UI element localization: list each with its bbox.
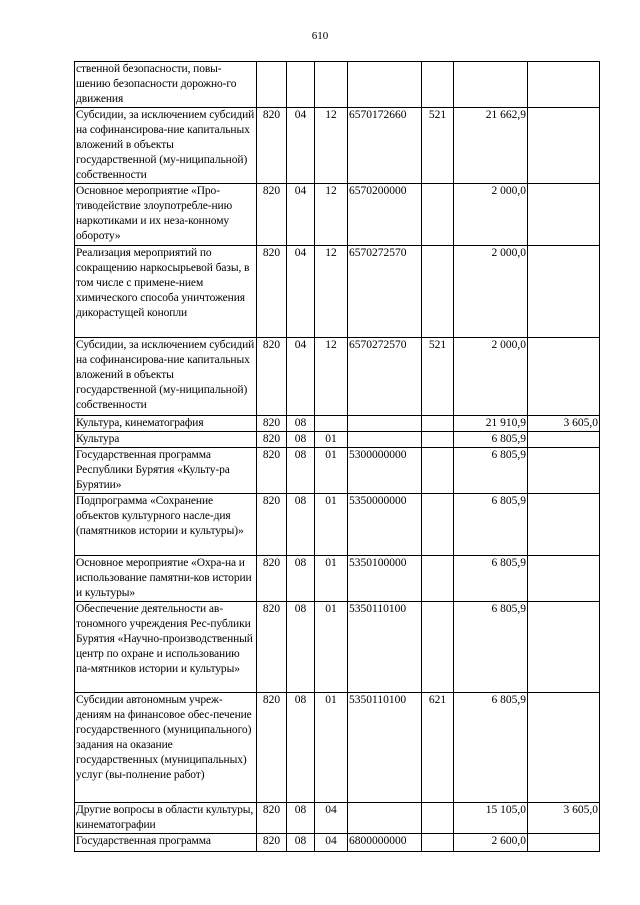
cell-target-article: 5350110100	[348, 602, 422, 693]
cell-expense-type	[422, 556, 454, 602]
table-row	[75, 338, 600, 416]
cell-subsection-code: 01	[315, 494, 348, 556]
cell-item-name: Субсидии, за исключением субсидий на софинансирова-ние капитальных вложений в объекты государственной (му-ниципальной) собственности	[75, 338, 257, 416]
cell-section-code: 08	[287, 416, 315, 432]
cell-amount-federal	[528, 184, 600, 246]
cell-section-code: 04	[287, 108, 315, 184]
cell-target-article: 5350110100	[348, 693, 422, 803]
cell-amount-federal	[528, 432, 600, 448]
cell-expense-type	[422, 416, 454, 432]
cell-grbs-code: 820	[257, 338, 287, 416]
budget-table	[74, 61, 600, 852]
cell-section-code: 08	[287, 803, 315, 834]
cell-amount	[454, 62, 528, 108]
cell-subsection-code: 01	[315, 432, 348, 448]
cell-amount-federal	[528, 494, 600, 556]
cell-amount: 21 910,9	[454, 416, 528, 432]
table-row	[75, 246, 600, 338]
cell-target-article	[348, 416, 422, 432]
table-row	[75, 416, 600, 432]
cell-amount: 6 805,9	[454, 494, 528, 556]
cell-item-name: Основное мероприятие «Про-тиводействие злоупотребле-нию наркотиками и их неза-конному обороту»	[75, 184, 257, 246]
cell-amount-federal: 3 605,0	[528, 803, 600, 834]
cell-target-article: 6570200000	[348, 184, 422, 246]
cell-target-article: 6570172660	[348, 108, 422, 184]
cell-expense-type	[422, 803, 454, 834]
cell-item-name: Подпрограмма «Сохранение объектов культурного насле-дия (памятников истории и культуры)»	[75, 494, 257, 556]
cell-amount-federal	[528, 448, 600, 494]
cell-amount-federal	[528, 338, 600, 416]
cell-grbs-code: 820	[257, 108, 287, 184]
cell-subsection-code: 12	[315, 108, 348, 184]
cell-expense-type	[422, 246, 454, 338]
cell-amount: 2 000,0	[454, 184, 528, 246]
cell-amount: 6 805,9	[454, 432, 528, 448]
cell-amount-federal: 3 605,0	[528, 416, 600, 432]
table-row	[75, 602, 600, 693]
cell-amount: 15 105,0	[454, 803, 528, 834]
cell-subsection-code: 12	[315, 338, 348, 416]
cell-amount-federal	[528, 246, 600, 338]
cell-subsection-code: 04	[315, 803, 348, 834]
cell-section-code	[287, 62, 315, 108]
cell-amount: 6 805,9	[454, 602, 528, 693]
cell-item-name: Обеспечение деятельности ав-тономного учреждения Рес-публики Бурятия «Научно-производственный центр по охране и использованию па-мятников истории и культуры»	[75, 602, 257, 693]
cell-section-code: 08	[287, 693, 315, 803]
cell-target-article: 5350100000	[348, 556, 422, 602]
cell-expense-type: 621	[422, 693, 454, 803]
table-row	[75, 834, 600, 852]
cell-item-name: Реализация мероприятий по сокращению наркосырьевой базы, в том числе с примене-нием химического способа уничтожения дикорастущей конопли	[75, 246, 257, 338]
cell-amount-federal	[528, 108, 600, 184]
cell-section-code: 08	[287, 432, 315, 448]
cell-item-name: ственной безопасности, повы-шению безопасности дорожно-го движения	[75, 62, 257, 108]
cell-target-article: 5300000000	[348, 448, 422, 494]
cell-subsection-code	[315, 416, 348, 432]
cell-grbs-code: 820	[257, 803, 287, 834]
cell-amount: 6 805,9	[454, 448, 528, 494]
table-row	[75, 432, 600, 448]
cell-amount: 21 662,9	[454, 108, 528, 184]
cell-target-article: 6570272570	[348, 338, 422, 416]
cell-grbs-code: 820	[257, 246, 287, 338]
cell-expense-type	[422, 62, 454, 108]
cell-section-code: 08	[287, 494, 315, 556]
cell-expense-type	[422, 432, 454, 448]
table-row	[75, 556, 600, 602]
cell-amount: 2 000,0	[454, 338, 528, 416]
cell-grbs-code	[257, 62, 287, 108]
cell-amount: 2 600,0	[454, 834, 528, 852]
cell-item-name: Государственная программа Республики Бурятия «Культу-ра Бурятии»	[75, 448, 257, 494]
cell-target-article	[348, 803, 422, 834]
cell-target-article: 5350000000	[348, 494, 422, 556]
cell-section-code: 08	[287, 448, 315, 494]
cell-subsection-code: 01	[315, 448, 348, 494]
cell-section-code: 04	[287, 246, 315, 338]
cell-amount-federal	[528, 602, 600, 693]
table-body	[75, 62, 600, 852]
cell-grbs-code: 820	[257, 184, 287, 246]
cell-subsection-code: 01	[315, 602, 348, 693]
cell-amount: 6 805,9	[454, 556, 528, 602]
cell-grbs-code: 820	[257, 693, 287, 803]
cell-expense-type	[422, 494, 454, 556]
cell-expense-type	[422, 602, 454, 693]
cell-amount-federal	[528, 693, 600, 803]
table-row	[75, 108, 600, 184]
cell-grbs-code: 820	[257, 432, 287, 448]
cell-target-article	[348, 432, 422, 448]
cell-amount-federal	[528, 834, 600, 852]
cell-grbs-code: 820	[257, 834, 287, 852]
cell-expense-type: 521	[422, 338, 454, 416]
table-row	[75, 803, 600, 834]
cell-section-code: 04	[287, 184, 315, 246]
cell-amount-federal	[528, 556, 600, 602]
table-row	[75, 184, 600, 246]
cell-grbs-code: 820	[257, 602, 287, 693]
table-row	[75, 62, 600, 108]
cell-expense-type: 521	[422, 108, 454, 184]
cell-item-name: Другие вопросы в области культуры, кинематографии	[75, 803, 257, 834]
cell-subsection-code: 01	[315, 556, 348, 602]
cell-expense-type	[422, 834, 454, 852]
cell-amount-federal	[528, 62, 600, 108]
cell-section-code: 08	[287, 602, 315, 693]
cell-subsection-code: 12	[315, 246, 348, 338]
cell-subsection-code: 12	[315, 184, 348, 246]
cell-subsection-code: 01	[315, 693, 348, 803]
cell-subsection-code	[315, 62, 348, 108]
cell-section-code: 04	[287, 338, 315, 416]
cell-subsection-code: 04	[315, 834, 348, 852]
cell-target-article	[348, 62, 422, 108]
cell-item-name: Субсидии, за исключением субсидий на софинансирова-ние капитальных вложений в объекты государственной (му-ниципальной) собственности	[75, 108, 257, 184]
cell-section-code: 08	[287, 556, 315, 602]
cell-expense-type	[422, 184, 454, 246]
cell-expense-type	[422, 448, 454, 494]
cell-item-name: Основное мероприятие «Охра-на и использование памятни-ков истории и культуры»	[75, 556, 257, 602]
page-number: 610	[311, 30, 329, 42]
cell-grbs-code: 820	[257, 416, 287, 432]
table-row	[75, 448, 600, 494]
cell-item-name: Культура, кинематография	[75, 416, 257, 432]
cell-amount: 2 000,0	[454, 246, 528, 338]
cell-target-article: 6570272570	[348, 246, 422, 338]
cell-item-name: Субсидии автономным учреж-дениям на финансовое обес-печение государственного (муниципального) задания на оказание государственных (муниципальных) услуг (вы-полнение работ)	[75, 693, 257, 803]
table-row	[75, 693, 600, 803]
cell-item-name: Государственная программа	[75, 834, 257, 852]
table-row	[75, 494, 600, 556]
cell-target-article: 6800000000	[348, 834, 422, 852]
cell-section-code: 08	[287, 834, 315, 852]
cell-item-name: Культура	[75, 432, 257, 448]
cell-grbs-code: 820	[257, 556, 287, 602]
cell-grbs-code: 820	[257, 494, 287, 556]
cell-amount: 6 805,9	[454, 693, 528, 803]
cell-grbs-code: 820	[257, 448, 287, 494]
